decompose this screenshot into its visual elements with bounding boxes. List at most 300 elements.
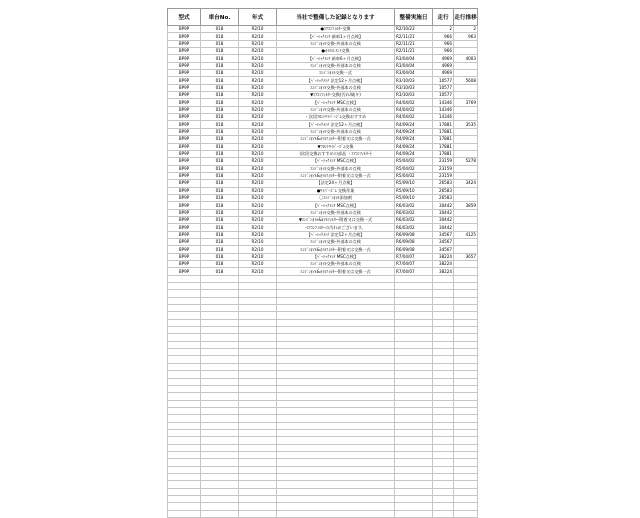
empty-cell — [277, 481, 395, 488]
cell-model: BP9P — [168, 216, 201, 223]
cell-service-date: R5/09/10 — [395, 187, 433, 194]
cell-mileage-change — [454, 106, 478, 113]
empty-cell — [433, 437, 454, 444]
empty-cell — [454, 429, 478, 436]
cell-chassis-no: 018 — [201, 202, 239, 209]
empty-cell — [168, 334, 201, 341]
empty-cell — [168, 349, 201, 356]
empty-row — [168, 356, 478, 363]
cell-mileage: 4969 — [433, 62, 454, 69]
empty-cell — [433, 275, 454, 282]
empty-cell — [433, 510, 454, 517]
table-row — [168, 114, 478, 121]
empty-cell — [168, 371, 201, 378]
empty-row — [168, 297, 478, 304]
empty-row — [168, 319, 478, 326]
empty-cell — [277, 319, 395, 326]
cell-mileage: 17881 — [433, 143, 454, 150]
empty-cell — [239, 305, 277, 312]
empty-cell — [454, 496, 478, 503]
cell-model: BP9P — [168, 70, 201, 77]
empty-cell — [201, 334, 239, 341]
empty-cell — [239, 371, 277, 378]
cell-mileage-change — [454, 165, 478, 172]
empty-cell — [277, 305, 395, 312]
empty-cell — [201, 356, 239, 363]
cell-service-date: R5/09/10 — [395, 180, 433, 187]
empty-row — [168, 496, 478, 503]
cell-mileage-change — [454, 268, 478, 275]
cell-model: BP9P — [168, 92, 201, 99]
cell-mileage: 17881 — [433, 150, 454, 157]
cell-service-date: R6/03/02 — [395, 209, 433, 216]
empty-cell — [201, 341, 239, 348]
empty-cell — [201, 400, 239, 407]
cell-service-date: R2/11/21 — [395, 40, 433, 47]
empty-cell — [168, 459, 201, 466]
empty-row — [168, 393, 478, 400]
header-mileage-change: 走行推移 — [454, 9, 478, 26]
empty-cell — [168, 283, 201, 290]
cell-record-description: ｴﾝｼﾞﾝｵｲﾙ&ｵｲﾙﾌｨﾙﾀｰ-附着又は交換一式 — [277, 136, 395, 143]
empty-cell — [168, 451, 201, 458]
empty-cell — [433, 488, 454, 495]
cell-model: BP9P — [168, 40, 201, 47]
empty-cell — [433, 349, 454, 356]
empty-cell — [433, 451, 454, 458]
cell-service-date: R3/10/03 — [395, 92, 433, 99]
cell-mileage-change — [454, 70, 478, 77]
empty-cell — [454, 275, 478, 282]
cell-year: R2/10 — [239, 114, 277, 121]
empty-cell — [454, 503, 478, 510]
empty-cell — [277, 356, 395, 363]
table-row — [168, 33, 478, 40]
cell-model: BP9P — [168, 231, 201, 238]
empty-cell — [277, 407, 395, 414]
table-row — [168, 77, 478, 84]
empty-cell — [239, 283, 277, 290]
cell-record-description: ｴﾝｼﾞﾝｵｲﾙ交換-外部本の点検 — [277, 209, 395, 216]
empty-cell — [395, 481, 433, 488]
cell-model: BP9P — [168, 268, 201, 275]
header-service-date: 整備実施日 — [395, 9, 433, 26]
maintenance-record-sheet — [167, 8, 477, 518]
table-row — [168, 253, 478, 260]
cell-chassis-no: 018 — [201, 261, 239, 268]
table-row — [168, 136, 478, 143]
cell-service-date: R3/04/04 — [395, 55, 433, 62]
empty-row — [168, 400, 478, 407]
cell-service-date: R2/11/21 — [395, 48, 433, 55]
cell-service-date: R6/09/08 — [395, 231, 433, 238]
empty-cell — [239, 290, 277, 297]
empty-cell — [433, 496, 454, 503]
cell-record-description: ●ｵｲﾙｴﾚﾒﾝﾄ交換 — [277, 48, 395, 55]
cell-service-date: R6/03/02 — [395, 216, 433, 223]
table-row — [168, 92, 478, 99]
empty-cell — [454, 459, 478, 466]
empty-cell — [239, 429, 277, 436]
table-row — [168, 55, 478, 62]
empty-cell — [277, 422, 395, 429]
cell-model: BP9P — [168, 143, 201, 150]
table-row — [168, 40, 478, 47]
cell-mileage-change — [454, 187, 478, 194]
cell-record-description: ▼ｴｱｺﾝﾌｨﾙﾀｰ交換(汚れ/破キ) — [277, 92, 395, 99]
empty-cell — [433, 297, 454, 304]
empty-row — [168, 459, 478, 466]
cell-year: R2/10 — [239, 165, 277, 172]
empty-cell — [168, 400, 201, 407]
empty-cell — [201, 319, 239, 326]
cell-record-description: 【ﾍﾞｰｼｯｸﾒﾝﾃ 新車1ヶ月点検】 — [277, 33, 395, 40]
empty-cell — [168, 407, 201, 414]
empty-cell — [201, 496, 239, 503]
cell-record-description: 【ﾍﾞｰｼｯｸﾒﾝﾃ MSC点検】 — [277, 158, 395, 165]
table-row — [168, 172, 478, 179]
cell-service-date: R5/04/02 — [395, 165, 433, 172]
cell-model: BP9P — [168, 202, 201, 209]
empty-cell — [433, 385, 454, 392]
empty-cell — [277, 290, 395, 297]
cell-year: R2/10 — [239, 194, 277, 201]
cell-mileage-change — [454, 246, 478, 253]
cell-chassis-no: 018 — [201, 48, 239, 55]
cell-record-description: ●ﾜｲﾊﾟｰｺﾞﾑ 交換作業 — [277, 187, 395, 194]
cell-year: R2/10 — [239, 136, 277, 143]
empty-cell — [201, 275, 239, 282]
cell-mileage: 23159 — [433, 165, 454, 172]
empty-cell — [433, 305, 454, 312]
table-row — [168, 84, 478, 91]
cell-model: BP9P — [168, 48, 201, 55]
empty-cell — [201, 297, 239, 304]
empty-cell — [201, 415, 239, 422]
empty-cell — [395, 349, 433, 356]
cell-mileage: 966 — [433, 33, 454, 40]
cell-mileage-change: 3424 — [454, 180, 478, 187]
cell-model: BP9P — [168, 128, 201, 135]
maintenance-table — [167, 8, 478, 518]
cell-mileage: 30442 — [433, 209, 454, 216]
empty-cell — [277, 466, 395, 473]
empty-cell — [168, 319, 201, 326]
cell-mileage: 30442 — [433, 202, 454, 209]
cell-model: BP9P — [168, 253, 201, 260]
cell-service-date: R6/03/02 — [395, 224, 433, 231]
empty-cell — [395, 510, 433, 517]
cell-year: R2/10 — [239, 128, 277, 135]
cell-chassis-no: 018 — [201, 26, 239, 33]
empty-cell — [454, 415, 478, 422]
table-row — [168, 187, 478, 194]
empty-cell — [454, 283, 478, 290]
cell-service-date: R4/04/02 — [395, 99, 433, 106]
empty-cell — [239, 334, 277, 341]
empty-cell — [201, 422, 239, 429]
table-row — [168, 224, 478, 231]
empty-cell — [277, 327, 395, 334]
cell-year: R2/10 — [239, 246, 277, 253]
cell-record-description: ▼ｴﾝｼﾞﾝｵｲﾙ&ｵｲﾙﾌｨﾙﾀｰ-附着又は交換一式 — [277, 216, 395, 223]
cell-service-date: R4/04/02 — [395, 114, 433, 121]
cell-chassis-no: 018 — [201, 224, 239, 231]
empty-cell — [277, 400, 395, 407]
empty-cell — [433, 466, 454, 473]
cell-year: R2/10 — [239, 99, 277, 106]
empty-cell — [395, 385, 433, 392]
cell-chassis-no: 018 — [201, 55, 239, 62]
cell-chassis-no: 018 — [201, 121, 239, 128]
empty-cell — [239, 400, 277, 407]
table-row — [168, 158, 478, 165]
empty-row — [168, 488, 478, 495]
empty-row — [168, 363, 478, 370]
cell-year: R2/10 — [239, 33, 277, 40]
empty-cell — [277, 496, 395, 503]
cell-mileage: 30442 — [433, 224, 454, 231]
empty-cell — [395, 451, 433, 458]
empty-cell — [395, 496, 433, 503]
empty-cell — [239, 451, 277, 458]
table-row — [168, 268, 478, 275]
empty-row — [168, 510, 478, 517]
cell-record-description: ｴﾝｼﾞﾝｵｲﾙ交換-外部本の点検 — [277, 128, 395, 135]
empty-cell — [239, 385, 277, 392]
empty-cell — [433, 407, 454, 414]
cell-chassis-no: 018 — [201, 84, 239, 91]
empty-cell — [239, 393, 277, 400]
cell-chassis-no: 018 — [201, 114, 239, 121]
empty-cell — [433, 371, 454, 378]
cell-mileage: 4969 — [433, 70, 454, 77]
empty-cell — [239, 437, 277, 444]
cell-model: BP9P — [168, 209, 201, 216]
cell-record-description: 【ﾍﾞｰｼｯｸﾒﾝﾃ MSC点検】 — [277, 202, 395, 209]
empty-cell — [168, 385, 201, 392]
empty-row — [168, 290, 478, 297]
table-row — [168, 62, 478, 69]
empty-cell — [239, 327, 277, 334]
cell-service-date: R4/09/24 — [395, 121, 433, 128]
empty-cell — [395, 466, 433, 473]
cell-mileage: 17881 — [433, 121, 454, 128]
cell-model: BP9P — [168, 194, 201, 201]
empty-cell — [239, 459, 277, 466]
cell-service-date: R3/04/04 — [395, 62, 433, 69]
empty-cell — [454, 481, 478, 488]
cell-mileage: 38224 — [433, 253, 454, 260]
empty-cell — [433, 429, 454, 436]
cell-mileage: 10577 — [433, 84, 454, 91]
table-row — [168, 261, 478, 268]
table-row — [168, 238, 478, 245]
empty-cell — [395, 429, 433, 436]
empty-cell — [201, 393, 239, 400]
cell-year: R2/10 — [239, 84, 277, 91]
cell-service-date: R4/09/24 — [395, 150, 433, 157]
empty-cell — [239, 444, 277, 451]
empty-cell — [277, 429, 395, 436]
cell-year: R2/10 — [239, 180, 277, 187]
empty-cell — [168, 297, 201, 304]
cell-mileage: 34567 — [433, 238, 454, 245]
table-row — [168, 209, 478, 216]
cell-mileage-change: 3535 — [454, 121, 478, 128]
empty-cell — [433, 341, 454, 348]
cell-chassis-no: 018 — [201, 150, 239, 157]
empty-cell — [454, 334, 478, 341]
cell-record-description: 【法定24ヶ月点検】 — [277, 180, 395, 187]
cell-mileage: 23159 — [433, 172, 454, 179]
table-row — [168, 180, 478, 187]
empty-cell — [395, 312, 433, 319]
empty-cell — [433, 334, 454, 341]
cell-mileage-change — [454, 128, 478, 135]
table-body — [168, 26, 478, 518]
empty-cell — [454, 400, 478, 407]
empty-cell — [201, 444, 239, 451]
empty-cell — [454, 393, 478, 400]
empty-cell — [433, 319, 454, 326]
empty-cell — [168, 290, 201, 297]
empty-cell — [277, 371, 395, 378]
empty-cell — [239, 415, 277, 422]
cell-model: BP9P — [168, 114, 201, 121]
cell-mileage-change — [454, 92, 478, 99]
empty-cell — [239, 319, 277, 326]
empty-cell — [395, 341, 433, 348]
empty-cell — [277, 444, 395, 451]
empty-cell — [433, 312, 454, 319]
cell-mileage: 966 — [433, 40, 454, 47]
empty-cell — [277, 459, 395, 466]
cell-mileage-change — [454, 238, 478, 245]
empty-cell — [277, 283, 395, 290]
empty-cell — [168, 275, 201, 282]
cell-model: BP9P — [168, 136, 201, 143]
empty-row — [168, 407, 478, 414]
empty-cell — [201, 305, 239, 312]
cell-chassis-no: 018 — [201, 238, 239, 245]
empty-cell — [201, 283, 239, 290]
empty-cell — [239, 503, 277, 510]
empty-cell — [454, 341, 478, 348]
cell-record-description: ｴﾝｼﾞﾝｵｲﾙ交換-外部本の点検 — [277, 84, 395, 91]
empty-cell — [201, 451, 239, 458]
cell-service-date: R3/10/03 — [395, 84, 433, 91]
cell-service-date: R7/04/07 — [395, 253, 433, 260]
empty-cell — [395, 407, 433, 414]
table-row — [168, 202, 478, 209]
empty-cell — [168, 429, 201, 436]
empty-row — [168, 275, 478, 282]
cell-chassis-no: 018 — [201, 253, 239, 260]
empty-cell — [433, 415, 454, 422]
empty-cell — [395, 356, 433, 363]
cell-year: R2/10 — [239, 106, 277, 113]
empty-cell — [168, 312, 201, 319]
empty-cell — [201, 378, 239, 385]
cell-mileage: 2 — [433, 26, 454, 33]
cell-mileage-change — [454, 209, 478, 216]
cell-chassis-no: 018 — [201, 172, 239, 179]
table-row — [168, 121, 478, 128]
empty-cell — [454, 444, 478, 451]
cell-service-date: R6/09/08 — [395, 246, 433, 253]
empty-cell — [395, 488, 433, 495]
cell-mileage: 4969 — [433, 55, 454, 62]
empty-cell — [454, 356, 478, 363]
empty-cell — [454, 510, 478, 517]
empty-cell — [277, 297, 395, 304]
empty-row — [168, 327, 478, 334]
empty-row — [168, 481, 478, 488]
cell-record-description: ●ｴｱｺﾝﾌｨﾙﾀｰ交換 — [277, 26, 395, 33]
cell-mileage-change: 3769 — [454, 99, 478, 106]
empty-cell — [454, 327, 478, 334]
empty-row — [168, 312, 478, 319]
empty-cell — [395, 275, 433, 282]
empty-cell — [433, 503, 454, 510]
cell-record-description: 【ﾍﾞｰｼｯｸﾒﾝﾃ MSC点検】 — [277, 253, 395, 260]
cell-model: BP9P — [168, 77, 201, 84]
cell-chassis-no: 018 — [201, 216, 239, 223]
empty-row — [168, 466, 478, 473]
empty-cell — [454, 363, 478, 370]
empty-cell — [433, 283, 454, 290]
cell-year: R2/10 — [239, 172, 277, 179]
empty-cell — [454, 378, 478, 385]
table-row — [168, 26, 478, 33]
cell-service-date: R5/04/02 — [395, 172, 433, 179]
cell-model: BP9P — [168, 106, 201, 113]
cell-mileage: 34567 — [433, 231, 454, 238]
empty-cell — [433, 393, 454, 400]
empty-cell — [201, 437, 239, 444]
cell-record-description: ｴﾝｼﾞﾝｵｲﾙ交換-外部本の点検 — [277, 62, 395, 69]
empty-cell — [168, 356, 201, 363]
empty-cell — [239, 349, 277, 356]
empty-cell — [168, 444, 201, 451]
cell-mileage: 14346 — [433, 99, 454, 106]
empty-cell — [277, 393, 395, 400]
cell-mileage: 17881 — [433, 128, 454, 135]
cell-year: R2/10 — [239, 224, 277, 231]
empty-cell — [395, 422, 433, 429]
cell-mileage: 38224 — [433, 268, 454, 275]
cell-mileage-change — [454, 114, 478, 121]
empty-cell — [277, 334, 395, 341]
empty-cell — [277, 503, 395, 510]
empty-cell — [433, 327, 454, 334]
cell-mileage-change — [454, 48, 478, 55]
cell-chassis-no: 018 — [201, 136, 239, 143]
empty-cell — [201, 349, 239, 356]
header-chassis-no: 車台No. — [201, 9, 239, 26]
empty-cell — [395, 393, 433, 400]
empty-cell — [454, 407, 478, 414]
empty-cell — [168, 378, 201, 385]
empty-cell — [277, 437, 395, 444]
cell-mileage: 14346 — [433, 106, 454, 113]
empty-cell — [168, 415, 201, 422]
empty-cell — [277, 341, 395, 348]
empty-cell — [168, 488, 201, 495]
cell-model: BP9P — [168, 62, 201, 69]
empty-cell — [395, 503, 433, 510]
